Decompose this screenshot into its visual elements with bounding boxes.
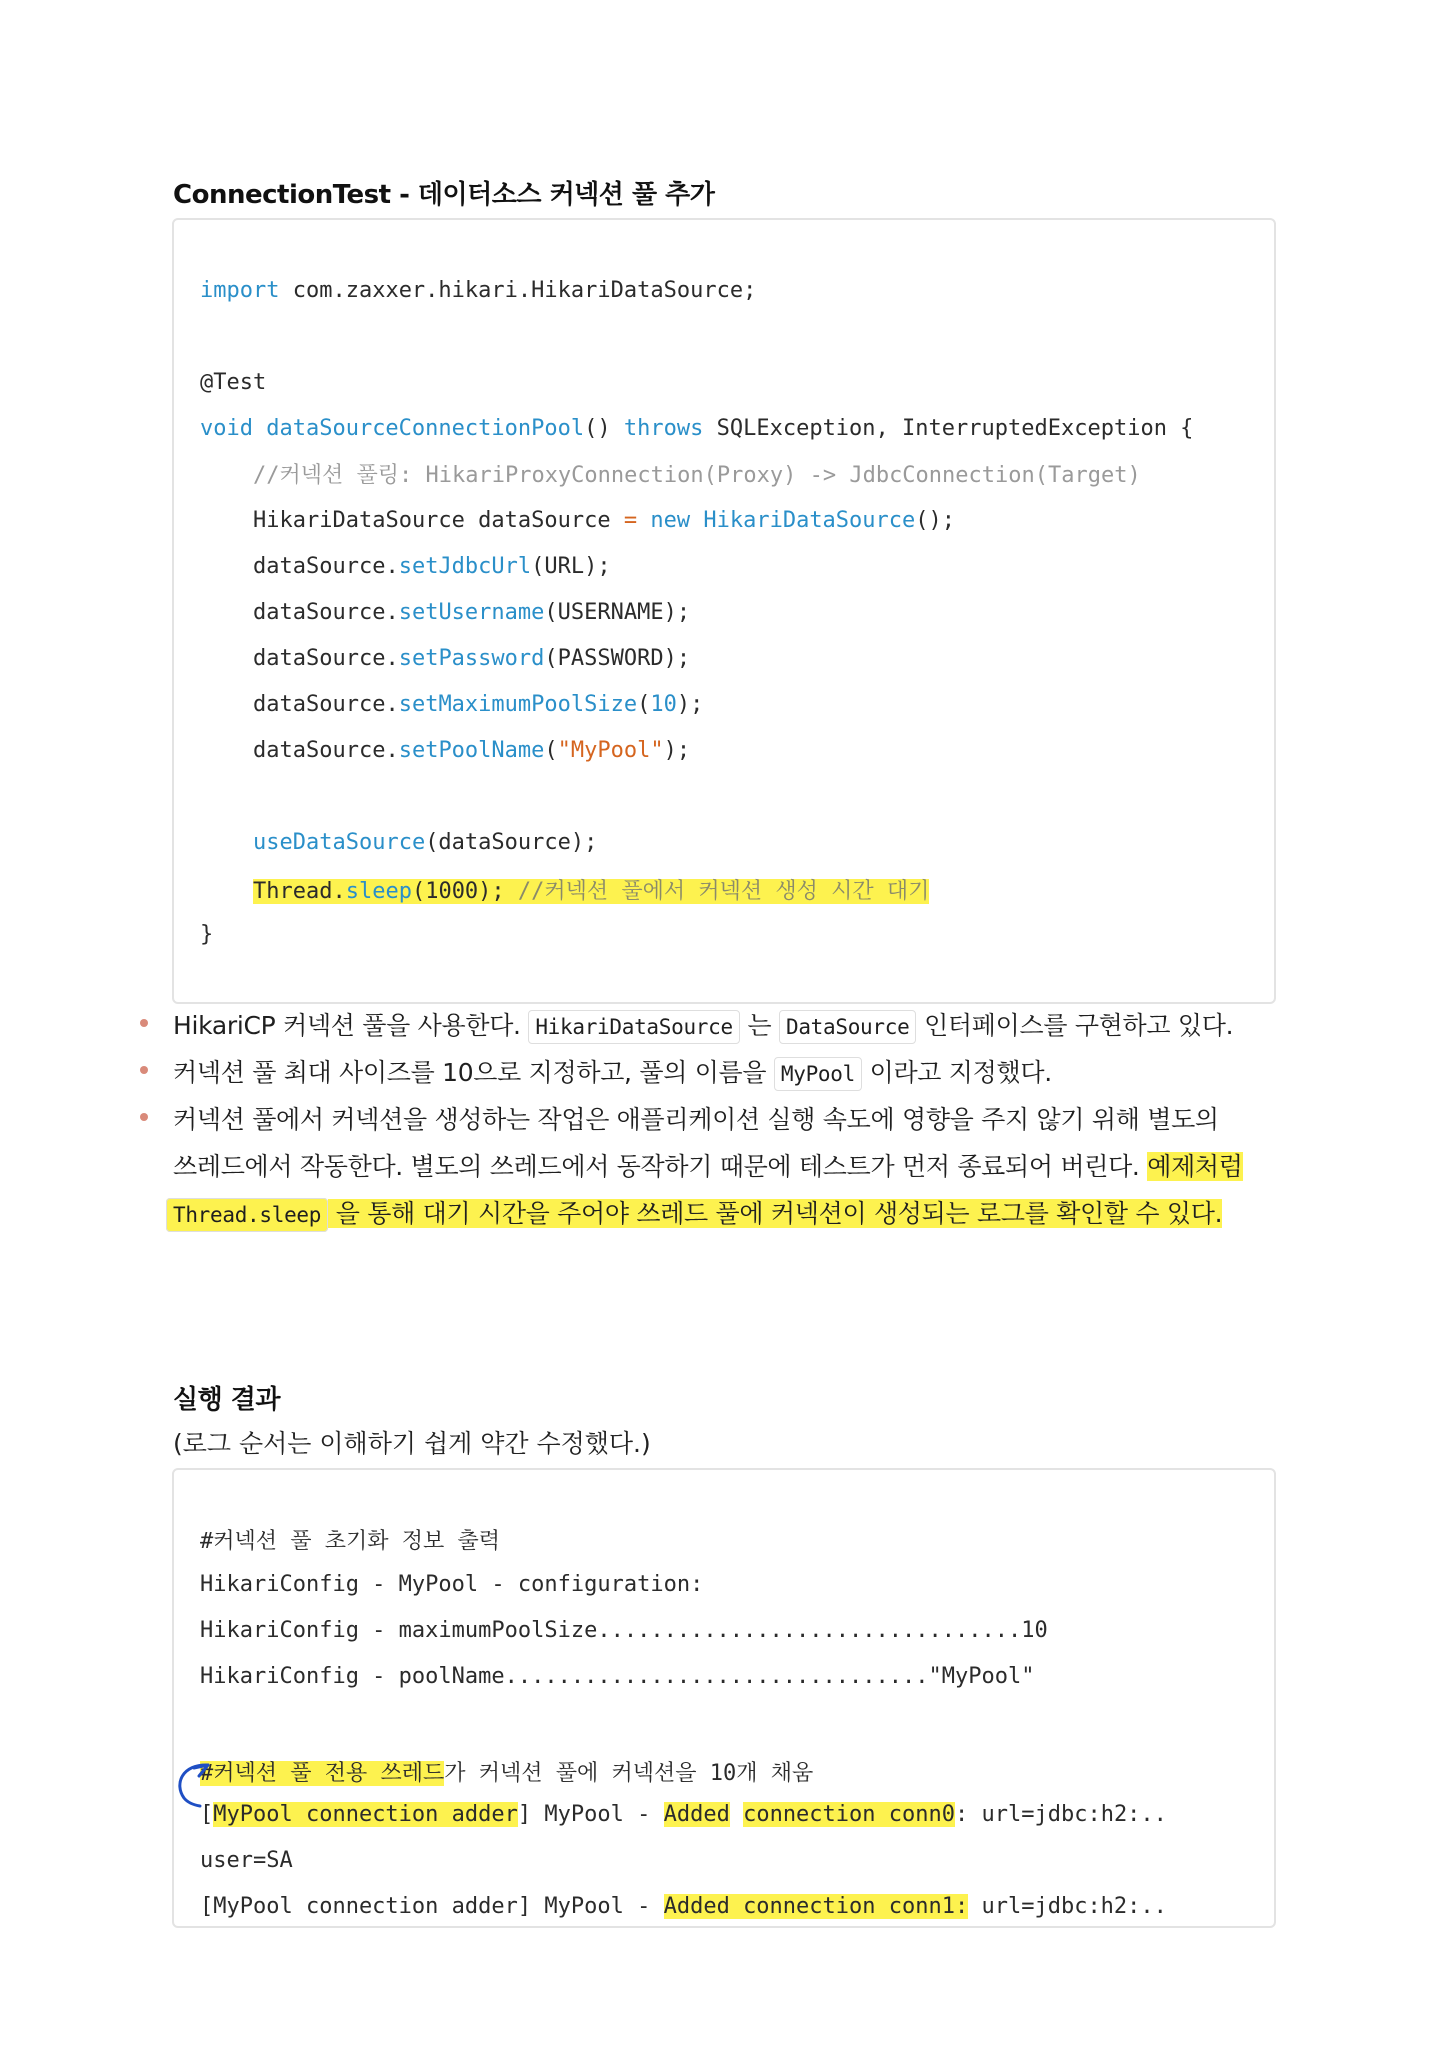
bullet-thread-line1: 커넥션 풀에서 커넥션을 생성하는 작업은 애플리케이션 실행 속도에 영향을 주지 않기 위해 별도의 <box>173 1105 1219 1134</box>
code-line-closing-brace: } <box>200 922 214 947</box>
section-title-result: 실행 결과 <box>173 1385 281 1415</box>
code-line-use-datasource: useDataSource(dataSource); <box>253 830 598 855</box>
inline-code-datasource: DataSource <box>779 1010 916 1044</box>
code-block-connection-test <box>172 218 1276 1004</box>
log-line-comment-init: #커넥션 풀 초기화 정보 출력 <box>200 1529 500 1554</box>
section-title-connection-test: ConnectionTest - 데이터소스 커넥션 풀 추가 <box>173 180 715 210</box>
annotation-arrow-icon <box>172 1762 212 1822</box>
log-line-comment-adder: #커넥션 풀 전용 쓰레드가 커넥션 풀에 커넥션을 10개 채움 <box>200 1761 814 1786</box>
inline-code-hikaridatasource: HikariDataSource <box>528 1010 740 1044</box>
log-line-pool-name: HikariConfig - poolName................................"MyPool" <box>200 1664 1035 1689</box>
bullet-thread-line3: Thread.sleep 을 통해 대기 시간을 주어야 쓰레드 풀에 커넥션이 생성되는 로그를 확인할 수 있다. <box>166 1194 1222 1230</box>
log-line-added-conn1: [MyPool connection adder] MyPool - Added connection conn1: url=jdbc:h2:.. <box>200 1894 1167 1919</box>
log-line-max-pool-size: HikariConfig - maximumPoolSize................................10 <box>200 1618 1048 1643</box>
code-line-set-jdbc-url: dataSource.setJdbcUrl(URL); <box>253 554 611 579</box>
log-line-user: user=SA <box>200 1848 293 1873</box>
log-line-config: HikariConfig - MyPool - configuration: <box>200 1572 704 1597</box>
code-line-set-password: dataSource.setPassword(PASSWORD); <box>253 646 691 671</box>
bullet-marker <box>140 1019 148 1027</box>
bullet-marker <box>140 1066 148 1074</box>
bullet-hikaricp: HikariCP 커넥션 풀을 사용한다. HikariDataSource 는 DataSource 인터페이스를 구현하고 있다. <box>173 1006 1233 1042</box>
code-line-datasource-new: HikariDataSource dataSource = new HikariDataSource(); <box>253 508 956 533</box>
code-line-set-username: dataSource.setUsername(USERNAME); <box>253 600 691 625</box>
code-line-set-max-pool-size: dataSource.setMaximumPoolSize(10); <box>253 692 704 717</box>
log-line-added-conn0: [MyPool connection adder] MyPool - Added connection conn0: url=jdbc:h2:.. <box>200 1802 1167 1827</box>
code-line-comment-pooling: //커넥션 풀링: HikariProxyConnection(Proxy) -> JdbcConnection(Target) <box>253 463 1141 488</box>
code-block-log-output <box>172 1468 1276 1928</box>
code-line-thread-sleep: Thread.sleep(1000); //커넥션 풀에서 커넥션 생성 시간 대기 <box>253 879 930 904</box>
code-line-method-signature: void dataSourceConnectionPool() throws SQLException, InterruptedException { <box>200 416 1194 441</box>
bullet-thread-line2: 쓰레드에서 작동한다. 별도의 쓰레드에서 동작하기 때문에 테스트가 먼저 종료되어 버린다. 예제처럼 <box>173 1152 1243 1181</box>
code-line-set-pool-name: dataSource.setPoolName("MyPool"); <box>253 738 691 763</box>
inline-code-thread-sleep: Thread.sleep <box>166 1198 328 1232</box>
bullet-pool-size: 커넥션 풀 최대 사이즈를 10으로 지정하고, 풀의 이름을 MyPool 이라고 지정했다. <box>173 1053 1052 1089</box>
code-line-import: import com.zaxxer.hikari.HikariDataSource; <box>200 278 757 303</box>
section-subtitle-result: (로그 순서는 이해하기 쉽게 약간 수정했다.) <box>173 1429 651 1458</box>
code-line-annotation: @Test <box>200 370 267 395</box>
inline-code-mypool: MyPool <box>774 1057 862 1091</box>
bullet-marker <box>140 1113 148 1121</box>
